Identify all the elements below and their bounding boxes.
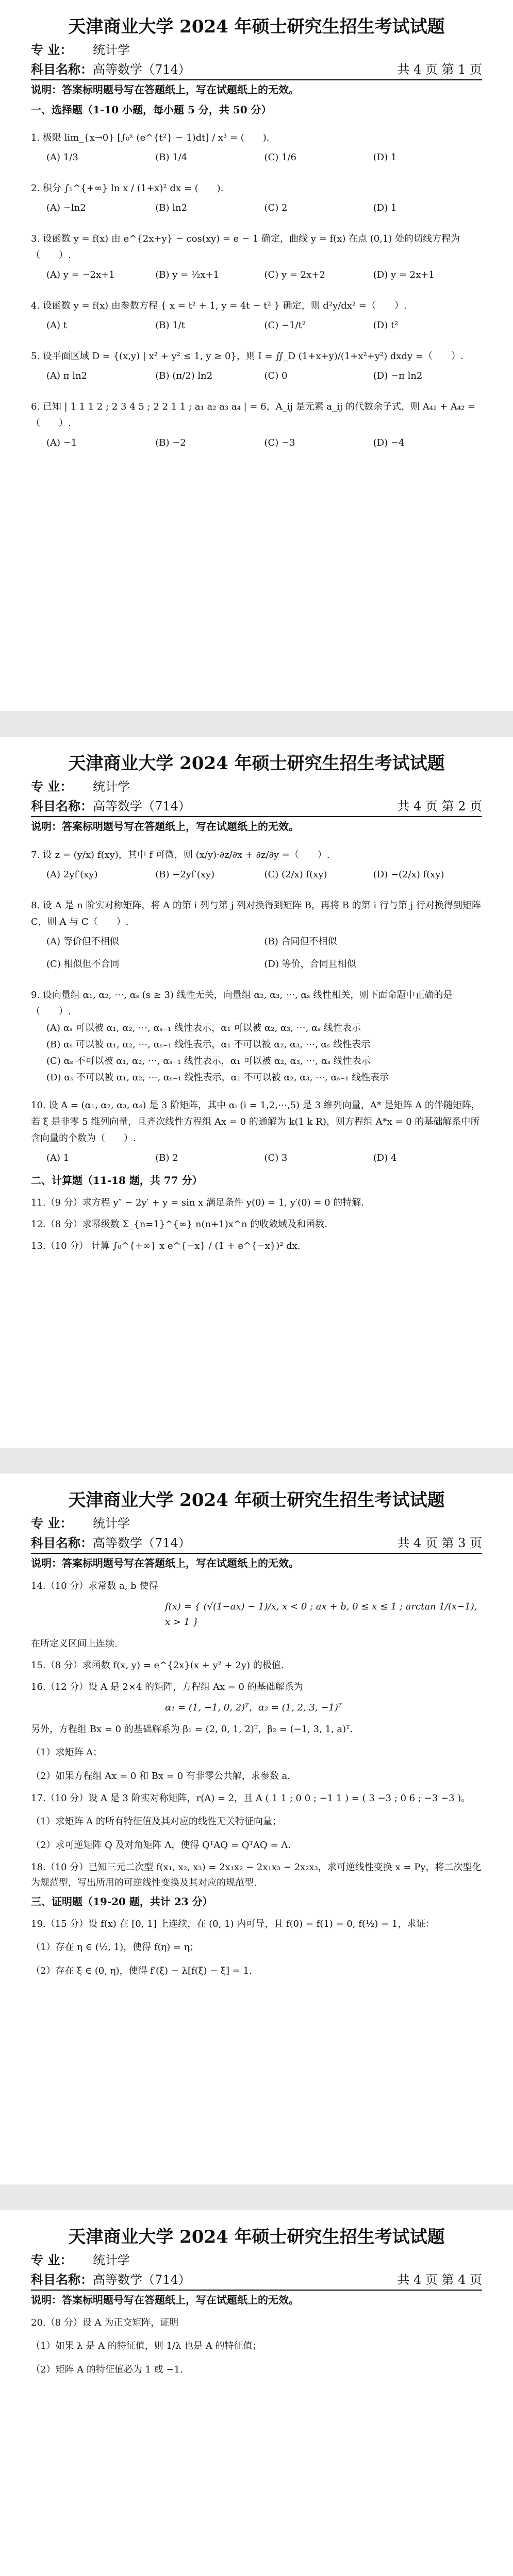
option-d: (D) −π ln2 <box>373 370 423 381</box>
question-15: 15.（8 分）求函数 f(x, y) = e^{2x}(x + y² + 2y) 的极值. <box>31 1660 284 1671</box>
question-7: 7. 设 z = (y/x) f(xy)，其中 f 可微，则 (x/y)·∂z/∂x + ∂z/∂y =（ ）. <box>31 850 330 860</box>
question-10-options <box>46 1147 482 1170</box>
option-a: (A) 2yf′(xy) <box>46 869 98 880</box>
option-d: (D) t² <box>373 320 399 331</box>
question-1: 1. 极限 lim_{x→0} [∫₀ˣ (e^{t²} − 1)dt] / x³ = ( ). <box>31 132 270 143</box>
notice: 说明：答案标明题号写在答题纸上，写在试题纸上的无效。 <box>31 820 299 833</box>
question-18: 18.（10 分）已知三元二次型 f(x₁, x₂, x₃) = 2x₁x₂ − 2x₁x₃ − 2x₂x₃，求可逆线性变换 x = Py，将二次型化为规范型，写出所用的可逆线性变换及其对应的规范型. <box>31 1862 482 1888</box>
option-a: (A) 1/3 <box>46 152 78 163</box>
question-16-part-1: （1）求矩阵 A； <box>31 1747 103 1758</box>
option-c: (C) αₛ 不可以被 α₁, α₂, ⋯, αₛ₋₁ 线性表示，α₁ 可以被 α₂, α₃, ⋯, αₛ 线性表示 <box>46 1056 371 1066</box>
option-b: (B) −2 <box>155 437 186 448</box>
subject-value: 高等数学（714） <box>93 2273 191 2287</box>
exam-page-1 <box>0 0 513 711</box>
option-a: (A) −ln2 <box>46 202 86 213</box>
option-b: (B) αₛ 可以被 α₁, α₂, ⋯, αₛ₋₁ 线性表示，α₁ 不可以被 α₂, α₃, ⋯, αₛ 线性表示 <box>46 1039 371 1050</box>
option-c: (C) 0 <box>264 370 288 381</box>
major-row <box>31 40 482 60</box>
major-value: 统计学 <box>93 43 130 57</box>
page-number: 共 4 页 第 3 页 <box>397 1536 482 1550</box>
major-value: 统计学 <box>93 2253 130 2267</box>
question-9: 9. 设向量组 α₁, α₂, ⋯, αₛ (s ≥ 3) 线性无关，向量组 α₂, α₃, ⋯, αₛ 线性相关，则下面命题中正确的是（ ）. <box>31 990 453 1017</box>
option-b: (B) −2yf′(xy) <box>155 869 215 880</box>
subject-value: 高等数学（714） <box>93 62 191 77</box>
question-4: 4. 设函数 y = f(x) 由参数方程 { x = t² + 1, y = 4t − t² } 确定，则 d²y/dx² =（ ）. <box>31 300 407 311</box>
major-label: 专 业： <box>31 1516 73 1531</box>
option-d: (D) 1 <box>373 152 397 163</box>
question-6-options <box>46 432 482 454</box>
section-title: 三、证明题（19-20 题，共计 23 分） <box>31 1895 213 1908</box>
question-19-part-1: （1）存在 η ∈ (½, 1)，使得 f(η) = η； <box>31 1942 199 1953</box>
option-d: (D) −(2/x) f(xy) <box>373 869 444 880</box>
major-row <box>31 2250 482 2270</box>
subject-value: 高等数学（714） <box>93 799 191 814</box>
question-14-formula: f(x) = { (√(1−ax) − 1)/x, x < 0 ; ax + b, 0 ≤ x ≤ 1 ; arctan 1/(x−1), x > 1 } <box>165 1601 477 1628</box>
page-number: 共 4 页 第 4 页 <box>397 2273 482 2287</box>
question-16-tail: 另外，方程组 Bx = 0 的基础解系为 β₁ = (2, 0, 1, 2)ᵀ，β₂ = (−1, 3, 1, a)ᵀ. <box>31 1724 353 1735</box>
exam-page-2 <box>0 737 513 1448</box>
page-number: 共 4 页 第 1 页 <box>397 62 482 77</box>
option-c: (C) 相似但不合同 <box>46 959 120 970</box>
major-value: 统计学 <box>93 779 130 794</box>
question-12: 12.（8 分）求幂级数 Σ_{n=1}^{∞} n(n+1)x^n 的收敛域及和函数. <box>31 1219 328 1230</box>
question-5-options <box>46 365 482 387</box>
question-3-options <box>46 264 482 286</box>
subject-value: 高等数学（714） <box>93 1536 191 1550</box>
notice: 说明：答案标明题号写在答题纸上，写在试题纸上的无效。 <box>31 1557 299 1569</box>
question-8-options-row2 <box>46 953 482 976</box>
option-d: (D) αₛ 不可以被 α₁, α₂, ⋯, αₛ₋₁ 线性表示，α₁ 不可以被 α₂, α₃, ⋯, αₛ₋₁ 线性表示 <box>46 1072 389 1083</box>
question-1-options <box>46 146 482 169</box>
question-7-options <box>46 863 482 886</box>
option-c: (C) y = 2x+2 <box>264 269 325 280</box>
option-a: (A) 等价但不相似 <box>46 936 119 947</box>
question-17: 17.（10 分）设 A 是 3 阶实对称矩阵，r(A) = 2，且 A ( 1 1 ; 0 0 ; −1 1 ) = ( 3 −3 ; 0 6 ; −3 −3 )。 <box>31 1793 471 1804</box>
question-6: 6. 已知 | 1 1 1 2 ; 2 3 4 5 ; 2 2 1 1 ; a₁ a₂ a₃ a₄ | = 6，A_ij 是元素 a_ij 的代数余子式，则 A₄₁ + A₄₂ =（ ）. <box>31 401 476 429</box>
exam-title: 天津商业大学 2024 年硕士研究生招生考试试题 <box>68 16 445 37</box>
option-c: (C) −1/t² <box>264 320 306 331</box>
option-a: (A) y = −2x+1 <box>46 269 115 280</box>
question-14: 14.（10 分）求常数 a, b 使得 <box>31 1581 158 1591</box>
major-label: 专 业： <box>31 2252 73 2267</box>
section-title: 一、选择题（1-10 小题，每小题 5 分，共 50 分） <box>31 104 272 116</box>
question-17-part-1: （1）求矩阵 A 的所有特征值及其对应的线性无关特征向量； <box>31 1816 282 1827</box>
question-20-part-1: （1）如果 λ 是 A 的特征值，则 1/λ 也是 A 的特征值； <box>31 2341 262 2351</box>
question-8-options-row1 <box>46 930 482 953</box>
option-c: (C) 3 <box>264 1153 288 1163</box>
page-number: 共 4 页 第 2 页 <box>397 799 482 814</box>
option-b: (B) 1/t <box>155 320 185 331</box>
option-b: (B) 合同但不相似 <box>264 936 337 947</box>
question-20: 20.（8 分）设 A 为正交矩阵，证明 <box>31 2317 179 2328</box>
subject-row <box>31 1533 482 1554</box>
major-row <box>31 1514 482 1533</box>
question-19: 19.（15 分）设 f(x) 在 [0, 1] 上连续，在 (0, 1) 内可导，且 f(0) = f(1) = 0, f(½) = 1，求证： <box>31 1919 435 1929</box>
exam-title: 天津商业大学 2024 年硕士研究生招生考试试题 <box>68 753 445 774</box>
question-10: 10. 设 A = (α₁, α₂, α₃, α₄) 是 3 阶矩阵，其中 αᵢ (i = 1,2,⋯,5) 是 3 维列向量，A* 是矩阵 A 的伴随矩阵，若 ξ 是非零 5 维列向量，且齐次线性方程组 Ax = 0 的通解为 k(1 k R)，则方程组 A*x = 0 的基础解系中所含向量的个数为（ ）. <box>31 1100 481 1144</box>
subject-row <box>31 2270 482 2291</box>
major-value: 统计学 <box>93 1516 130 1531</box>
option-d: (D) 4 <box>373 1153 397 1163</box>
option-b: (B) (π/2) ln2 <box>155 370 213 381</box>
major-label: 专 业： <box>31 42 73 57</box>
subject-row <box>31 796 482 817</box>
option-a: (A) −1 <box>46 437 77 448</box>
option-d: (D) y = 2x+1 <box>373 269 435 280</box>
option-d: (D) 1 <box>373 202 397 213</box>
question-5: 5. 设平面区域 D = {(x,y) | x² + y² ≤ 1, y ≥ 0}，则 I = ∬_D (1+x+y)/(1+x²+y²) dxdy =（ ）. <box>31 351 464 362</box>
option-b: (B) y = ½x+1 <box>155 269 220 280</box>
exam-page-4 <box>0 2210 513 2576</box>
question-3: 3. 设函数 y = f(x) 由 e^{2x+y} − cos(xy) = e − 1 确定，曲线 y = f(x) 在点 (0,1) 处的切线方程为（ ）. <box>31 233 460 261</box>
notice: 说明：答案标明题号写在答题纸上，写在试题纸上的无效。 <box>31 2294 299 2306</box>
section-title: 二、计算题（11-18 题，共 77 分） <box>31 1174 203 1187</box>
question-2-options <box>46 197 482 219</box>
question-13: 13.（10 分） 计算 ∫₀^{+∞} x e^{−x} / (1 + e^{−x})² dx. <box>31 1241 301 1251</box>
option-c: (C) −3 <box>264 437 295 448</box>
question-19-part-2: （2）存在 ξ ∈ (0, η)，使得 f′(ξ) − λ[f(ξ) − ξ] = 1. <box>31 1965 252 1976</box>
subject-label: 科目名称： <box>31 799 93 814</box>
question-4-options <box>46 314 482 337</box>
question-16-part-2: （2）如果方程组 Ax = 0 和 Bx = 0 有非零公共解，求参数 a. <box>31 1771 290 1782</box>
question-2: 2. 积分 ∫₁^{+∞} ln x / (1+x)² dx = ( ). <box>31 183 224 194</box>
option-b: (B) 2 <box>155 1153 178 1163</box>
major-row <box>31 777 482 796</box>
subject-label: 科目名称： <box>31 2272 93 2287</box>
option-c: (C) 1/6 <box>264 152 297 163</box>
exam-title: 天津商业大学 2024 年硕士研究生招生考试试题 <box>68 2227 445 2247</box>
question-8: 8. 设 A 是 n 阶实对称矩阵，将 A 的第 i 列与第 j 列对换得到矩阵 B，再将 B 的第 i 行与第 j 行对换得到矩阵 C，则 A 与 C（ ）. <box>31 900 481 927</box>
option-c: (C) (2/x) f(xy) <box>264 869 327 880</box>
exam-title: 天津商业大学 2024 年硕士研究生招生考试试题 <box>68 1490 445 1511</box>
option-a: (A) π ln2 <box>46 370 88 381</box>
subject-row <box>31 60 482 80</box>
exam-page-3 <box>0 1473 513 2184</box>
option-d: (D) 等价，合同且相似 <box>264 959 356 970</box>
option-a: (A) t <box>46 320 67 331</box>
question-17-part-2: （2）求可逆矩阵 Q 及对角矩阵 Λ，使得 QᵀAQ = QᵀAQ = Λ. <box>31 1840 291 1851</box>
question-14-tail: 在所定义区间上连续. <box>31 1638 118 1649</box>
notice: 说明：答案标明题号写在答题纸上，写在试题纸上的无效。 <box>31 83 299 96</box>
subject-label: 科目名称： <box>31 1535 93 1550</box>
question-20-part-2: （2）矩阵 A 的特征值必为 1 或 −1. <box>31 2364 183 2375</box>
option-b: (B) ln2 <box>155 202 188 213</box>
option-c: (C) 2 <box>264 202 288 213</box>
question-16: 16.（12 分）设 A 是 2×4 的矩阵，方程组 Ax = 0 的基础解系为 <box>31 1682 303 1692</box>
option-d: (D) −4 <box>373 437 405 448</box>
option-b: (B) 1/4 <box>155 152 188 163</box>
major-label: 专 业： <box>31 779 73 794</box>
question-16-formula: α₁ = (1, −1, 0, 2)ᵀ，α₂ = (1, 2, 3, −1)ᵀ <box>165 1702 342 1713</box>
subject-label: 科目名称： <box>31 62 93 77</box>
option-a: (A) 1 <box>46 1153 70 1163</box>
question-11: 11.（9 分）求方程 y″ − 2y′ + y = sin x 满足条件 y(0) = 1, y′(0) = 0 的特解. <box>31 1197 365 1208</box>
option-a: (A) αₛ 可以被 α₁, α₂, ⋯, αₛ₋₁ 线性表示，α₁ 可以被 α₂, α₃, ⋯, αₛ 线性表示 <box>46 1023 361 1033</box>
